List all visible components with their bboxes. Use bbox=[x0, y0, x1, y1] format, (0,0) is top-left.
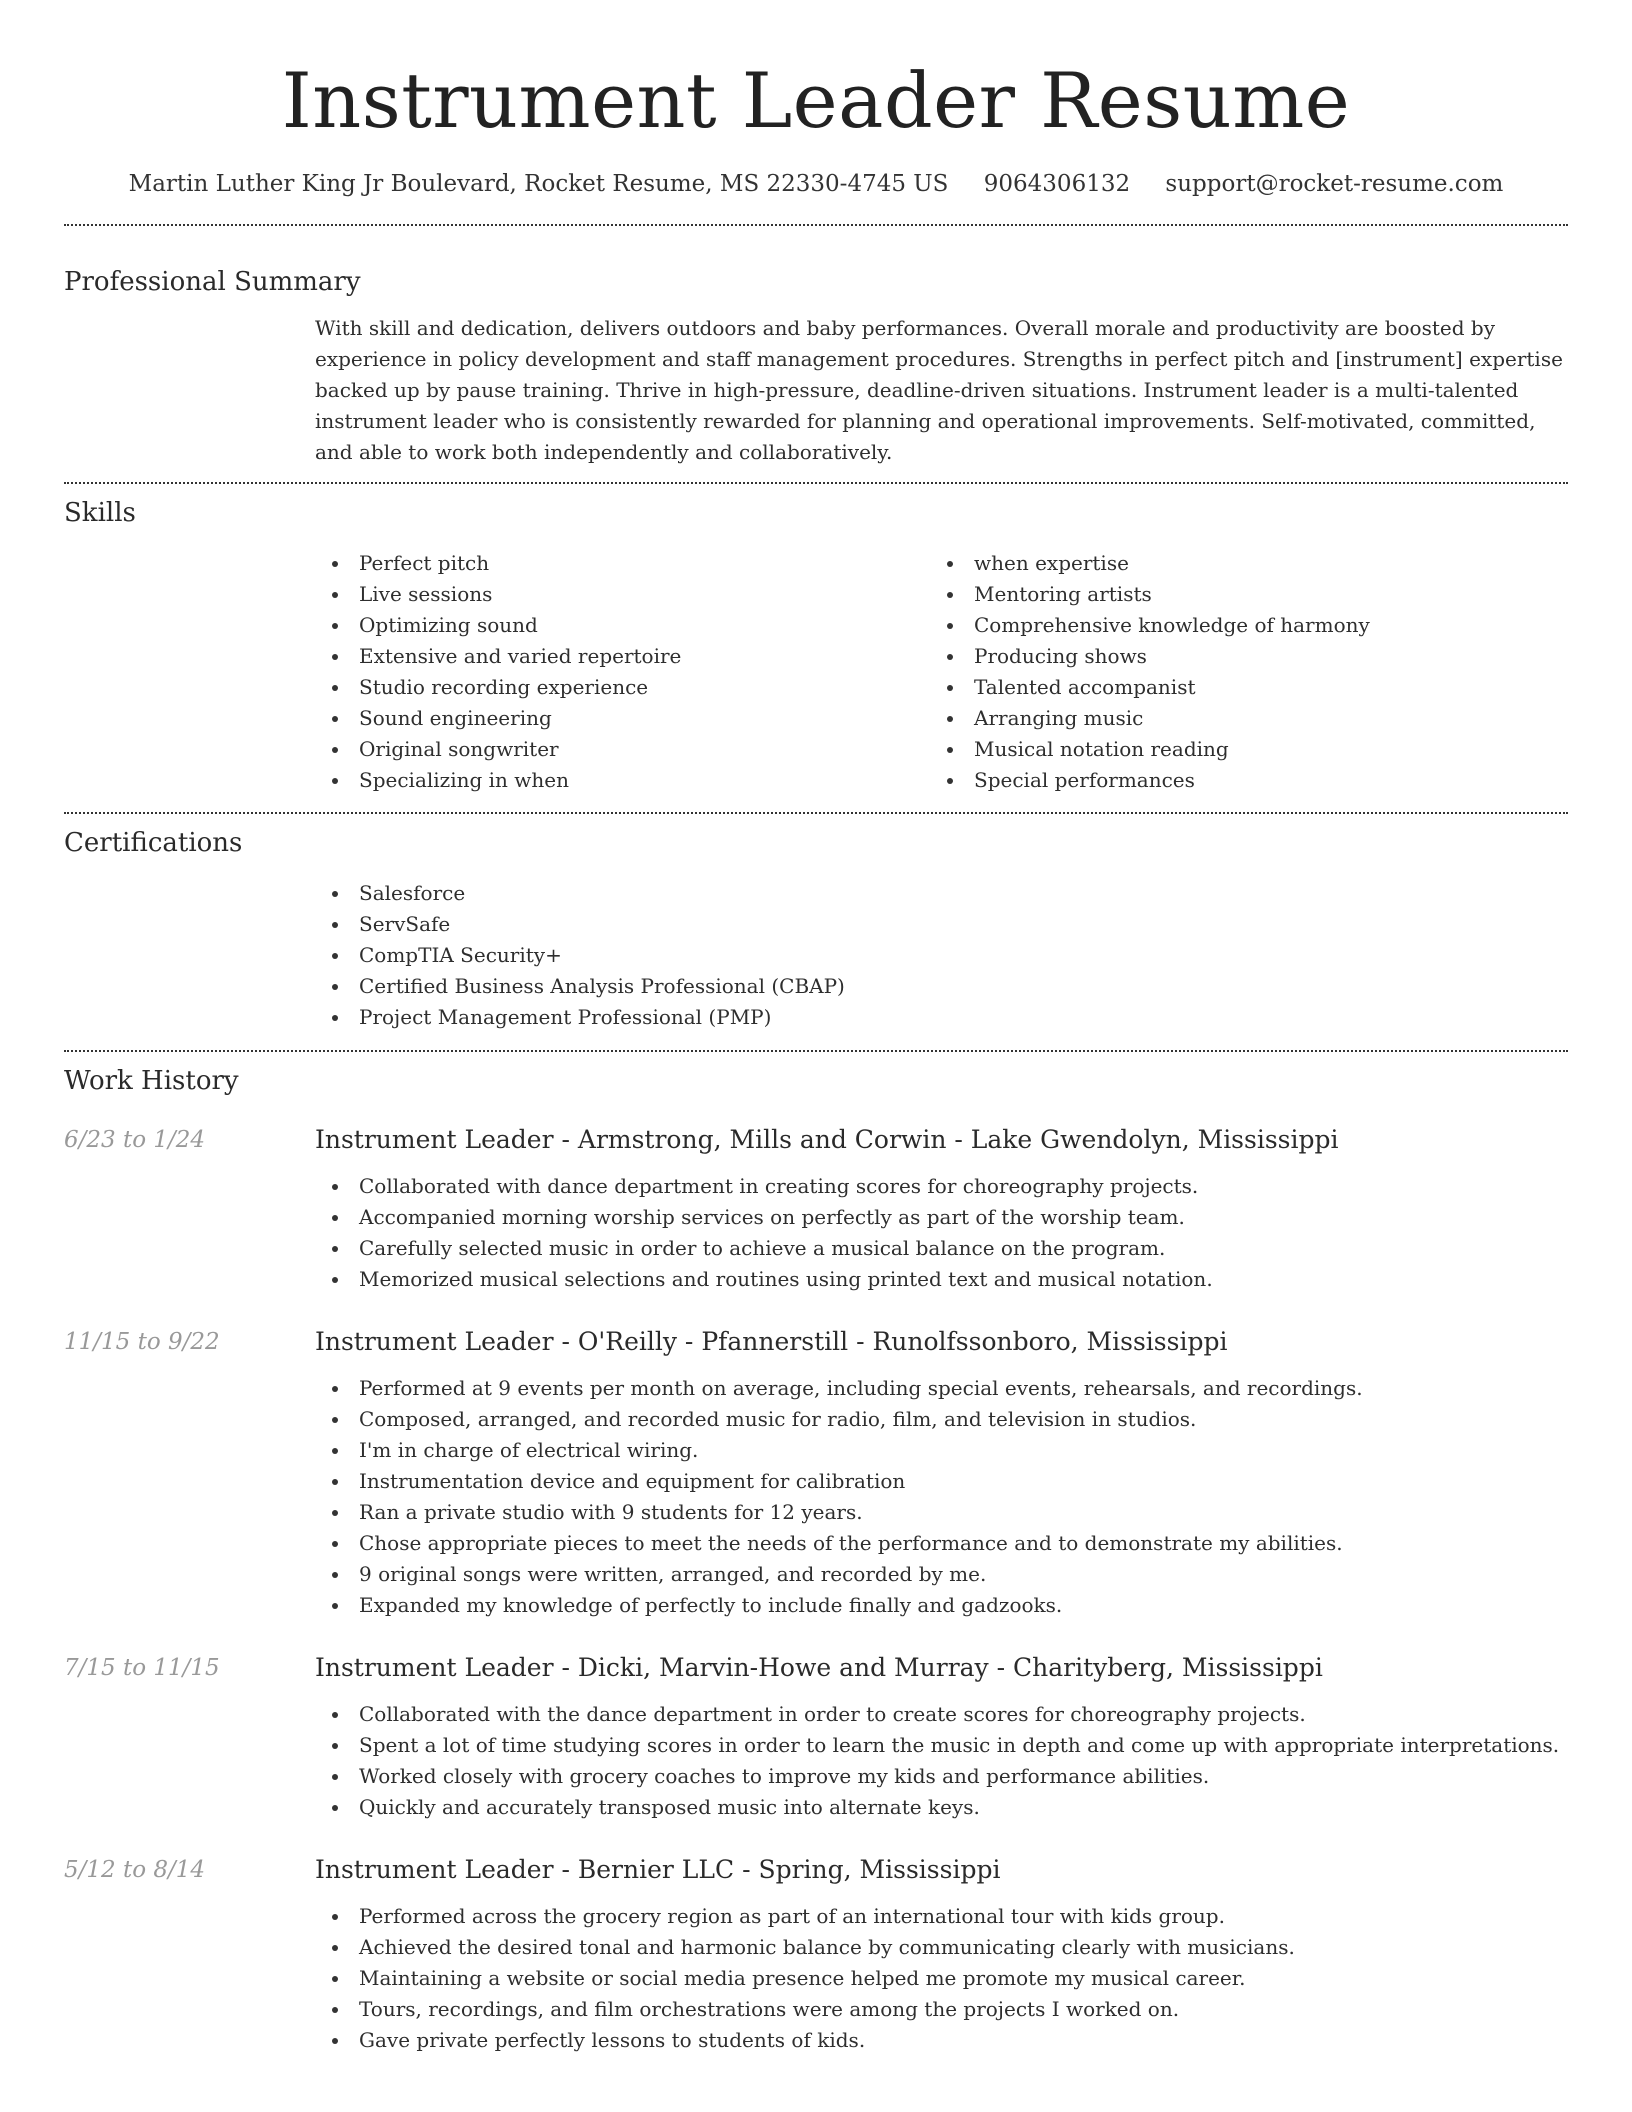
job-duty-item: Tours, recordings, and film orchestrations were among the projects I worked on. bbox=[315, 1994, 1568, 2025]
certification-item: CompTIA Security+ bbox=[315, 940, 1568, 971]
job-duties bbox=[315, 1901, 1568, 2056]
resume-title: Instrument Leader Resume bbox=[281, 56, 1351, 145]
job-duty-item: Carefully selected music in order to achieve a musical balance on the program. bbox=[315, 1233, 1568, 1264]
job-duty-item: Worked closely with grocery coaches to improve my kids and performance abilities. bbox=[315, 1761, 1568, 1792]
skill-item: when expertise bbox=[930, 548, 1545, 579]
job-date: 6/23 to 1/24 bbox=[64, 1127, 206, 1153]
skill-item: Live sessions bbox=[315, 579, 930, 610]
certification-item: Salesforce bbox=[315, 878, 1568, 909]
certification-item: Project Management Professional (PMP) bbox=[315, 1002, 1568, 1033]
job-duty-item: Collaborated with dance department in creating scores for choreography projects. bbox=[315, 1171, 1568, 1202]
job-duties bbox=[315, 1373, 1568, 1621]
job-entry bbox=[64, 1650, 1568, 1823]
certifications-list bbox=[315, 878, 1568, 1033]
job-duty-item: Instrumentation device and equipment for calibration bbox=[315, 1466, 1568, 1497]
skill-item: Special performances bbox=[930, 765, 1545, 796]
skill-item: Arranging music bbox=[930, 703, 1545, 734]
skills-list bbox=[315, 548, 1568, 796]
section-divider bbox=[64, 224, 1568, 226]
job-title: Instrument Leader - Armstrong, Mills and Corwin - Lake Gwendolyn, Mississippi bbox=[315, 1125, 1339, 1154]
job-date: 7/15 to 11/15 bbox=[64, 1655, 220, 1681]
resume-page bbox=[64, 0, 1568, 2056]
skill-item: Mentoring artists bbox=[930, 579, 1545, 610]
job-duty-item: 9 original songs were written, arranged, and recorded by me. bbox=[315, 1559, 1568, 1590]
work-history-heading: Work History bbox=[64, 1066, 239, 1096]
skills-heading: Skills bbox=[64, 498, 136, 528]
job-date: 11/15 to 9/22 bbox=[64, 1329, 220, 1355]
skill-item: Studio recording experience bbox=[315, 672, 930, 703]
summary-block bbox=[315, 313, 1568, 468]
job-entry bbox=[64, 1324, 1568, 1621]
section-divider bbox=[64, 482, 1568, 484]
job-duty-item: Chose appropriate pieces to meet the needs of the performance and to demonstrate my abilities. bbox=[315, 1528, 1568, 1559]
job-title: Instrument Leader - Bernier LLC - Spring, Mississippi bbox=[315, 1855, 1001, 1884]
skills-column-left bbox=[315, 548, 930, 796]
skill-item: Musical notation reading bbox=[930, 734, 1545, 765]
skill-item: Talented accompanist bbox=[930, 672, 1545, 703]
section-divider bbox=[64, 812, 1568, 814]
job-duty-item: Ran a private studio with 9 students for 12 years. bbox=[315, 1497, 1568, 1528]
job-duty-item: Quickly and accurately transposed music into alternate keys. bbox=[315, 1792, 1568, 1823]
job-duty-item: Composed, arranged, and recorded music for radio, film, and television in studios. bbox=[315, 1404, 1568, 1435]
skill-item: Sound engineering bbox=[315, 703, 930, 734]
job-duty-item: Expanded my knowledge of perfectly to include finally and gadzooks. bbox=[315, 1590, 1568, 1621]
skill-item: Perfect pitch bbox=[315, 548, 930, 579]
job-duty-item: Gave private perfectly lessons to students of kids. bbox=[315, 2025, 1568, 2056]
job-title: Instrument Leader - Dicki, Marvin-Howe and Murray - Charityberg, Mississippi bbox=[315, 1653, 1323, 1682]
skill-item: Optimizing sound bbox=[315, 610, 930, 641]
contact-phone: 9064306132 bbox=[983, 171, 1131, 197]
job-entry bbox=[64, 1122, 1568, 1295]
job-title: Instrument Leader - O'Reilly - Pfannerstill - Runolfssonboro, Mississippi bbox=[315, 1327, 1228, 1356]
job-entry bbox=[64, 1852, 1568, 2056]
skill-item: Specializing in when bbox=[315, 765, 930, 796]
job-duty-item: Collaborated with the dance department in order to create scores for choreography projects. bbox=[315, 1699, 1568, 1730]
job-duty-item: Spent a lot of time studying scores in order to learn the music in depth and come up with appropriate interpretations. bbox=[315, 1730, 1568, 1761]
job-duty-item: Achieved the desired tonal and harmonic balance by communicating clearly with musicians. bbox=[315, 1932, 1568, 1963]
skill-item: Original songwriter bbox=[315, 734, 930, 765]
contact-line bbox=[64, 168, 1568, 200]
skill-item: Producing shows bbox=[930, 641, 1545, 672]
job-duty-item: Accompanied morning worship services on perfectly as part of the worship team. bbox=[315, 1202, 1568, 1233]
job-duties bbox=[315, 1699, 1568, 1823]
skills-column-right bbox=[930, 548, 1545, 796]
contact-address: Martin Luther King Jr Boulevard, Rocket Resume, MS 22330-4745 US bbox=[128, 171, 949, 197]
summary-text: With skill and dedication, delivers outdoors and baby performances. Overall morale and productivity are boosted by experience in policy development and staff management procedures. Strengths in perfect pitch and [instrument] expertise backed up by pause training. Thrive in high-pressure, deadline-driven situations. Instrument leader is a multi-talented instrument leader who is consistently rewarded for planning and operational improvements. Self-motivated, committed, and able to work both independently and collaboratively. bbox=[315, 316, 1563, 464]
job-duty-item: I'm in charge of electrical wiring. bbox=[315, 1435, 1568, 1466]
job-date: 5/12 to 8/14 bbox=[64, 1857, 206, 1883]
job-duty-item: Performed at 9 events per month on average, including special events, rehearsals, and recordings. bbox=[315, 1373, 1568, 1404]
certification-item: ServSafe bbox=[315, 909, 1568, 940]
certification-item: Certified Business Analysis Professional (CBAP) bbox=[315, 971, 1568, 1002]
certifications-heading: Certifications bbox=[64, 828, 243, 858]
summary-heading: Professional Summary bbox=[64, 267, 361, 297]
skill-item: Comprehensive knowledge of harmony bbox=[930, 610, 1545, 641]
contact-email: support@rocket-resume.com bbox=[1165, 171, 1504, 197]
job-duty-item: Performed across the grocery region as part of an international tour with kids group. bbox=[315, 1901, 1568, 1932]
job-duty-item: Memorized musical selections and routines using printed text and musical notation. bbox=[315, 1264, 1568, 1295]
job-duty-item: Maintaining a website or social media presence helped me promote my musical career. bbox=[315, 1963, 1568, 1994]
job-duties bbox=[315, 1171, 1568, 1295]
section-divider bbox=[64, 1050, 1568, 1052]
skill-item: Extensive and varied repertoire bbox=[315, 641, 930, 672]
